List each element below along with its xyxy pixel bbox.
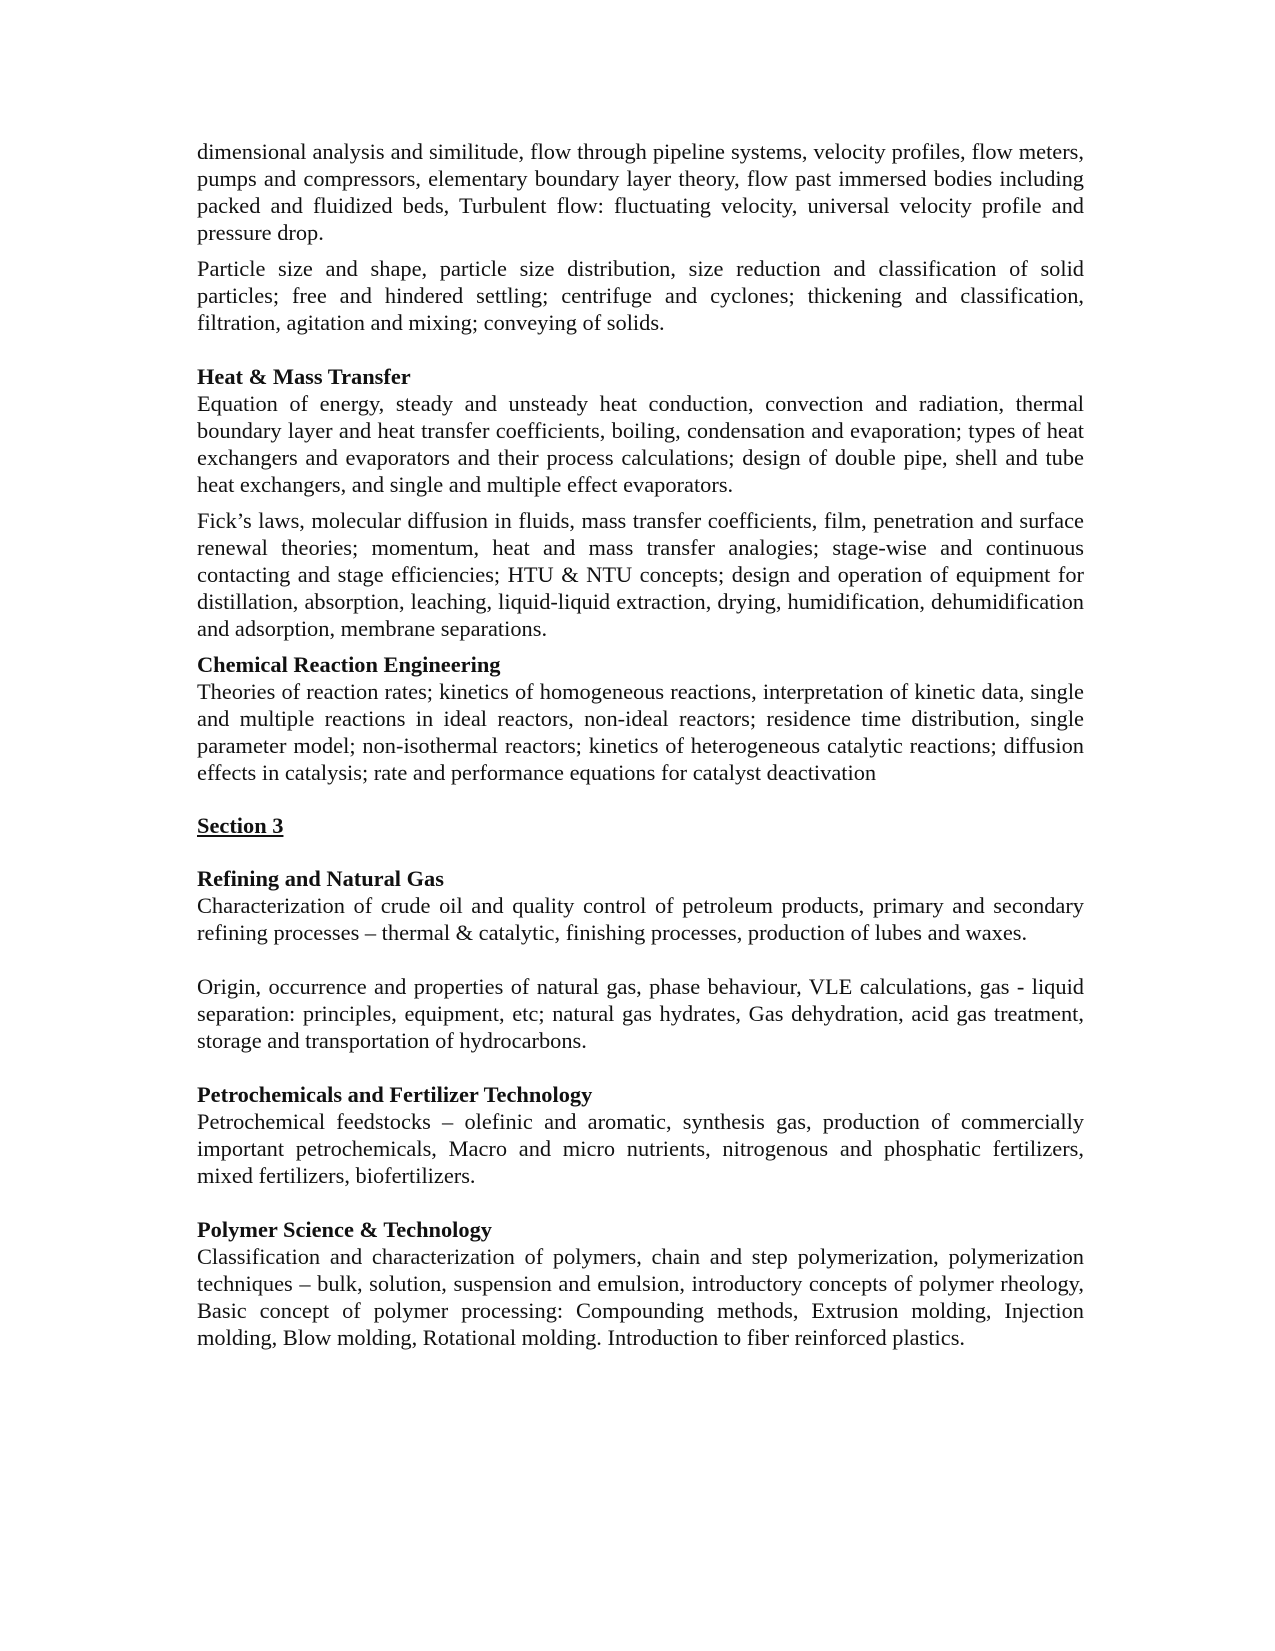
chemical-reaction-paragraph: Theories of reaction rates; kinetics of homogeneous reactions, interpretation of kinetic data, single and multiple reactions in ideal reactors, non-ideal reactors; residence time distribution, single parameter model; non-isothermal reactors; kinetics of heterogeneous catalytic reactions; diffusion effects in catalysis; rate and performance equations for catalyst deactivation <box>197 679 1084 785</box>
section-3-title: Section 3 <box>197 813 284 838</box>
polymer-science-heading: Polymer Science & Technology <box>197 1217 492 1242</box>
heat-mass-transfer-heading: Heat & Mass Transfer <box>197 364 411 389</box>
heat-transfer-paragraph: Equation of energy, steady and unsteady heat conduction, convection and radiation, thermal boundary layer and heat transfer coefficients, boiling, condensation and evaporation; types of heat exchangers and evaporators and their process calculations; design of double pipe, shell and tube heat exchangers, and single and multiple effect evaporators. <box>197 391 1084 497</box>
polymer-paragraph: Classification and characterization of polymers, chain and step polymerization, polymerization techniques – bulk, solution, suspension and emulsion, introductory concepts of polymer rheology, Basic concept of polymer processing: Compounding methods, Extrusion molding, Injection molding, Blow molding, Rotational molding. Introduction to fiber reinforced plastics. <box>197 1244 1084 1350</box>
mechanical-operations-paragraph: Particle size and shape, particle size distribution, size reduction and classification of solid particles; free and hindered settling; centrifuge and cyclones; thickening and classification, filtration, agitation and mixing; conveying of solids. <box>197 256 1084 335</box>
natural-gas-paragraph: Origin, occurrence and properties of natural gas, phase behaviour, VLE calculations, gas - liquid separation: principles, equipment, etc; natural gas hydrates, Gas dehydration, acid gas treatment, storage and transportation of hydrocarbons. <box>197 974 1084 1053</box>
fluid-mechanics-paragraph: dimensional analysis and similitude, flow through pipeline systems, velocity profiles, flow meters, pumps and compressors, elementary boundary layer theory, flow past immersed bodies including packed and fluidized beds, Turbulent flow: fluctuating velocity, universal velocity profile and pressure drop. <box>197 139 1084 245</box>
petrochemicals-fertilizer-heading: Petrochemicals and Fertilizer Technology <box>197 1082 593 1107</box>
mass-transfer-paragraph: Fick’s laws, molecular diffusion in fluids, mass transfer coefficients, film, penetration and surface renewal theories; momentum, heat and mass transfer analogies; stage-wise and continuous contacting and stage efficiencies; HTU & NTU concepts; design and operation of equipment for distillation, absorption, leaching, liquid-liquid extraction, drying, humidification, dehumidification and adsorption, membrane separations. <box>197 508 1084 641</box>
document-body <box>197 138 1084 1351</box>
refining-paragraph: Characterization of crude oil and quality control of petroleum products, primary and secondary refining processes – thermal & catalytic, finishing processes, production of lubes and waxes. <box>197 893 1084 945</box>
chemical-reaction-engineering-heading: Chemical Reaction Engineering <box>197 652 501 677</box>
petrochemicals-paragraph: Petrochemical feedstocks – olefinic and aromatic, synthesis gas, production of commercially important petrochemicals, Macro and micro nutrients, nitrogenous and phosphatic fertilizers, mixed fertilizers, biofertilizers. <box>197 1109 1084 1188</box>
refining-natural-gas-heading: Refining and Natural Gas <box>197 866 444 891</box>
